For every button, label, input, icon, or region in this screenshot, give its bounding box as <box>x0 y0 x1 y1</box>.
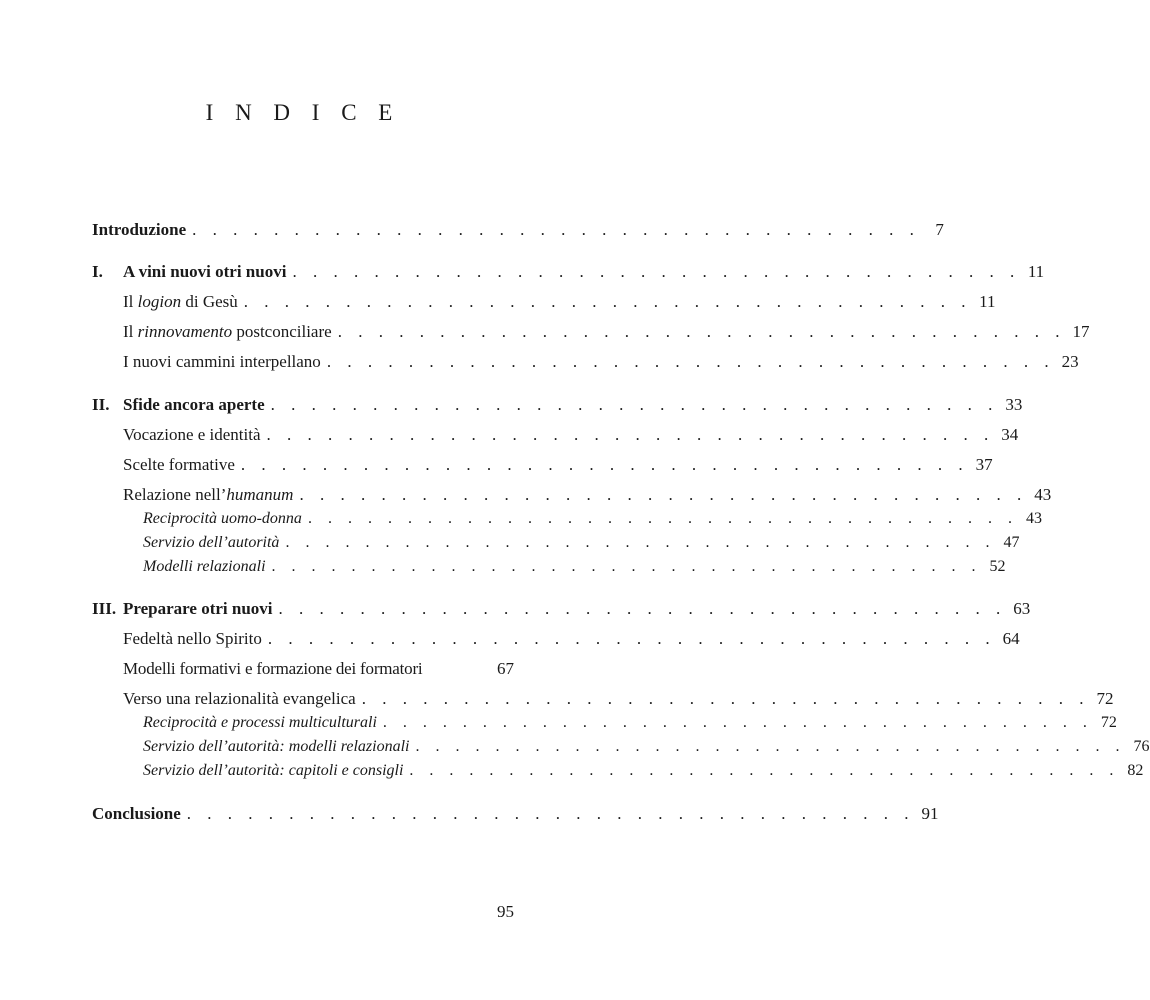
toc-page-number: 34 <box>1001 425 1019 444</box>
toc-entry-label: Verso una relazionalità evangelica <box>123 689 356 708</box>
toc-section-relazionalita[interactable] <box>123 687 1114 711</box>
toc-page-number: 76 <box>1133 738 1150 755</box>
toc-page-number: 17 <box>1072 322 1090 341</box>
toc-entry-label: Modelli relazionali <box>143 558 266 575</box>
toc-entry-label: A vini nuovi otri nuovi <box>123 262 287 281</box>
dot-leader: . . . . . . . . . . . . . . . . . . . . . . . . . . . . . . . . . . . . <box>271 558 982 575</box>
dot-leader: . . . . . . . . . . . . . . . . . . . . . . . . . . . . . . . . . . . . <box>186 804 915 823</box>
toc-entry-label: Reciprocità uomo-donna <box>143 510 302 527</box>
toc-page-number: 52 <box>989 558 1006 575</box>
dot-leader: . . . . . . . . . . . . . . . . . . . . . . . . . . . . . . . . . . . . <box>361 689 1090 708</box>
toc-entry-label: Reciprocità e processi multiculturali <box>143 714 377 731</box>
dot-leader: . . . . . . . . . . . . . . . . . . . . . . . . . . . . . . . . . . . . <box>266 425 995 444</box>
toc-page-number: 91 <box>921 804 939 823</box>
dot-leader: . . . . . . . . . . . . . . . . . . . . . . . . . . . . . . . . . . . . <box>267 629 996 648</box>
toc-page-number: 72 <box>1096 689 1114 708</box>
dot-leader: . . . . . . . . . . . . . . . . . . . . . . . . . . . . . . . . . . . . <box>415 738 1126 755</box>
toc-page-number: 23 <box>1061 352 1079 371</box>
chapter-number: I. <box>92 262 103 281</box>
toc-chapter-2[interactable] <box>92 393 1023 417</box>
toc-entry-label: Servizio dell’autorità: modelli relazionali <box>143 738 410 755</box>
toc-entry-label: Relazione nell’humanum <box>123 485 294 504</box>
dot-leader: . . . . . . . . . . . . . . . . . . . . . . . . . . . . . . . . . . . . <box>292 262 1021 281</box>
toc-entry-label: Fedeltà nello Spirito <box>123 629 262 648</box>
toc-entry-label: Modelli formativi e formazione dei formatori <box>123 659 423 678</box>
toc-section-logion[interactable] <box>123 290 996 314</box>
toc-page-number: 47 <box>1003 534 1020 551</box>
dot-leader: . . . . . . . . . . . . . . . . . . . . . . . . . . . . . . . . . . . . <box>285 534 996 551</box>
toc-chapter-3[interactable] <box>92 597 1031 621</box>
toc-entry-label: Conclusione <box>92 804 181 823</box>
toc-entry-label: Il logion di Gesù <box>123 292 238 311</box>
toc-page-number: 82 <box>1127 762 1144 779</box>
toc-page-number: 37 <box>975 455 993 474</box>
page-title: I N D I C E <box>205 100 401 125</box>
dot-leader: . . . . . . . . . . . . . . . . . . . . . . . . . . . . . . . . . . . . <box>192 220 920 239</box>
toc-entry-label: Preparare otri nuovi <box>123 599 273 618</box>
dot-leader: . . . . . . . . . . . . . . . . . . . . . . . . . . . . . . . . . . . . <box>278 599 1007 618</box>
dot-leader: . . . . . . . . . . . . . . . . . . . . . . . . . . . . . . . . . . . . <box>326 352 1055 371</box>
toc-subsection-servizio-modelli[interactable] <box>143 735 1150 759</box>
toc-subsection-servizio[interactable] <box>143 531 1020 555</box>
toc-page-number: 7 <box>935 220 944 239</box>
toc-page-number: 11 <box>1027 262 1045 281</box>
folio-page-number: 95 <box>497 902 514 921</box>
dot-leader: . . . . . . . . . . . . . . . . . . . . . . . . . . . . . . . . . . . . <box>240 455 969 474</box>
toc-chapter-1[interactable] <box>92 260 1045 284</box>
toc-page-number: 43 <box>1034 485 1052 504</box>
toc-page-number: 64 <box>1002 629 1020 648</box>
dot-leader: . . . . . . . . . . . . . . . . . . . . . . . . . . . . . . . . . . . . <box>337 322 1066 341</box>
toc-section-fedelta[interactable] <box>123 627 1020 651</box>
toc-page-number: 63 <box>1013 599 1031 618</box>
toc-page-number: 11 <box>979 292 996 311</box>
dot-leader: . . . . . . . . . . . . . . . . . . . . . . . . . . . . . . . . . . . . <box>307 510 1018 527</box>
toc-page-number: 33 <box>1005 395 1023 414</box>
toc-entry-label: I nuovi cammini interpellano <box>123 352 321 371</box>
toc-section-vocazione[interactable] <box>123 423 1019 447</box>
toc-entry-label: Servizio dell’autorità <box>143 534 280 551</box>
toc-subsection-modelli[interactable] <box>143 555 1006 579</box>
toc-section-modelli-formativi[interactable] <box>123 657 514 681</box>
toc-entry-conclusione[interactable] <box>92 802 939 826</box>
toc-entry-label: Scelte formative <box>123 455 235 474</box>
toc-subsection-reciprocita[interactable] <box>143 507 1042 531</box>
toc-entry-label: Servizio dell’autorità: capitoli e consigli <box>143 762 404 779</box>
toc-page-number: 72 <box>1100 714 1117 731</box>
toc-section-scelte[interactable] <box>123 453 993 477</box>
toc-page-number: 43 <box>1025 510 1042 527</box>
toc-subsection-multiculturali[interactable] <box>143 711 1117 735</box>
toc-entry-label: Introduzione <box>92 220 187 239</box>
toc-entry-label: Il rinnovamento postconciliare <box>123 322 332 341</box>
chapter-number: III. <box>92 599 117 618</box>
toc-section-nuovi-cammini[interactable] <box>123 350 1079 374</box>
toc-entry-label: Sfide ancora aperte <box>123 395 265 414</box>
toc-section-rinnovamento[interactable] <box>123 320 1090 344</box>
dot-leader: . . . . . . . . . . . . . . . . . . . . . . . . . . . . . . . . . . . . <box>409 762 1120 779</box>
toc-subsection-servizio-capitoli[interactable] <box>143 759 1144 783</box>
toc-section-relazione[interactable] <box>123 483 1052 507</box>
dot-leader: . . . . . . . . . . . . . . . . . . . . . . . . . . . . . . . . . . . . <box>382 714 1093 731</box>
dot-leader: . . . . . . . . . . . . . . . . . . . . . . . . . . . . . . . . . . . . <box>243 292 972 311</box>
toc-page-number: 67 <box>497 659 514 678</box>
chapter-number: II. <box>92 395 110 414</box>
toc-entry-label: Vocazione e identità <box>123 425 261 444</box>
dot-leader: . . . . . . . . . . . . . . . . . . . . . . . . . . . . . . . . . . . . <box>299 485 1028 504</box>
dot-leader: . . . . . . . . . . . . . . . . . . . . . . . . . . . . . . . . . . . . <box>270 395 999 414</box>
toc-entry-introduzione[interactable] <box>92 218 944 242</box>
